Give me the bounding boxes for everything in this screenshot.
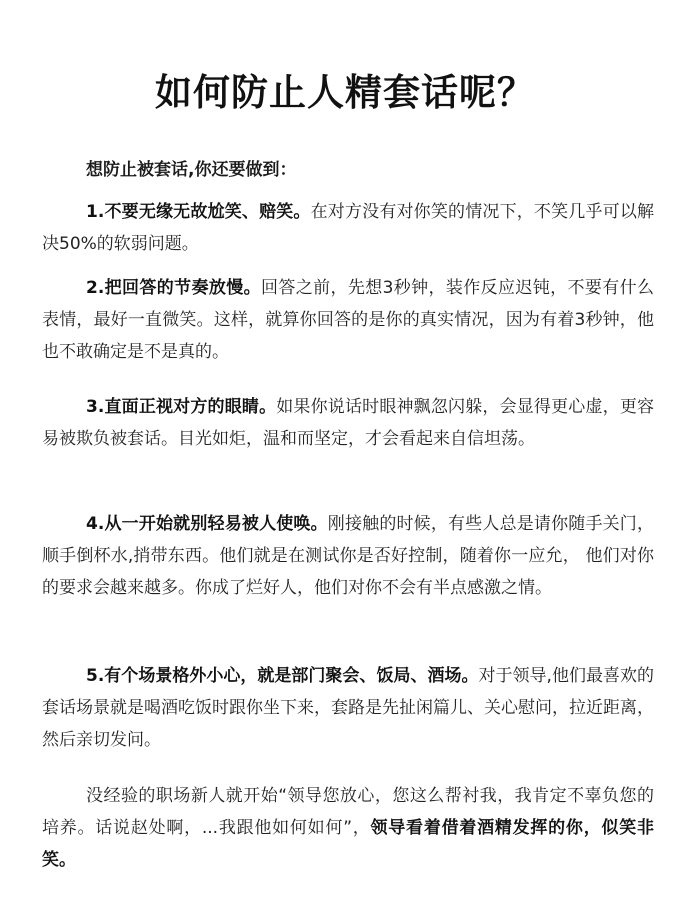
tip-body: 刚接触的时候，有些人总是请你随手关门，顺手倒杯水,捎带东西。他们就是在测试你是否好控制，随着你一应允， 他们对你的要求会越来越多。你成了烂好人，他们对你不会有半点感激之情。 xyxy=(42,514,654,598)
tip-item-5 xyxy=(42,660,654,756)
page-title: 如何防止人精套话呢？ xyxy=(155,71,535,114)
tip-heading: 5.有个场景格外小心，就是部门聚会、饭局、酒场。 xyxy=(86,666,479,686)
closing-text: 没经验的职场新人就开始“领导您放心，您这么帮衬我，我肯定不辜负您的培养。话说赵处啊，...我跟他如何如何”， xyxy=(42,786,654,838)
tip-heading: 3.直面正视对方的眼睛。 xyxy=(86,397,277,417)
tip-item-2 xyxy=(42,272,654,368)
tip-body: 在对方没有对你笑的情况下，不笑几乎可以解决50%的软弱问题。 xyxy=(42,202,654,254)
tip-heading: 4.从一开始就别轻易被人使唤。 xyxy=(86,514,328,534)
intro-line: 想防止被套话,你还要做到： xyxy=(86,160,297,180)
closing-paragraph xyxy=(42,780,654,876)
tip-item-4 xyxy=(42,508,654,604)
tip-body: 回答之前，先想3秒钟，装作反应迟钝，不要有什么表情，最好一直微笑。这样，就算你回答的是你的真实情况，因为有着3秒钟，他也不敢确定是不是真的。 xyxy=(42,278,654,362)
tip-heading: 1.不要无缘无故尬笑、赔笑。 xyxy=(86,202,311,222)
tip-body: 对于领导,他们最喜欢的套话场景就是喝酒吃饭时跟你坐下来，套路是先扯闲篇儿、关心慰问，拉近距离，然后亲切发问。 xyxy=(42,666,654,750)
closing-bold: 领导看着借着酒精发挥的你，似笑非笑。 xyxy=(42,818,654,870)
tip-item-1 xyxy=(42,196,654,260)
tip-body: 如果你说话时眼神飘忽闪躲，会显得更心虚，更容易被欺负被套话。目光如炬，温和而坚定，才会看起来自信坦荡。 xyxy=(42,397,654,449)
tip-item-3 xyxy=(42,391,654,455)
tip-heading: 2.把回答的节奏放慢。 xyxy=(86,278,261,298)
